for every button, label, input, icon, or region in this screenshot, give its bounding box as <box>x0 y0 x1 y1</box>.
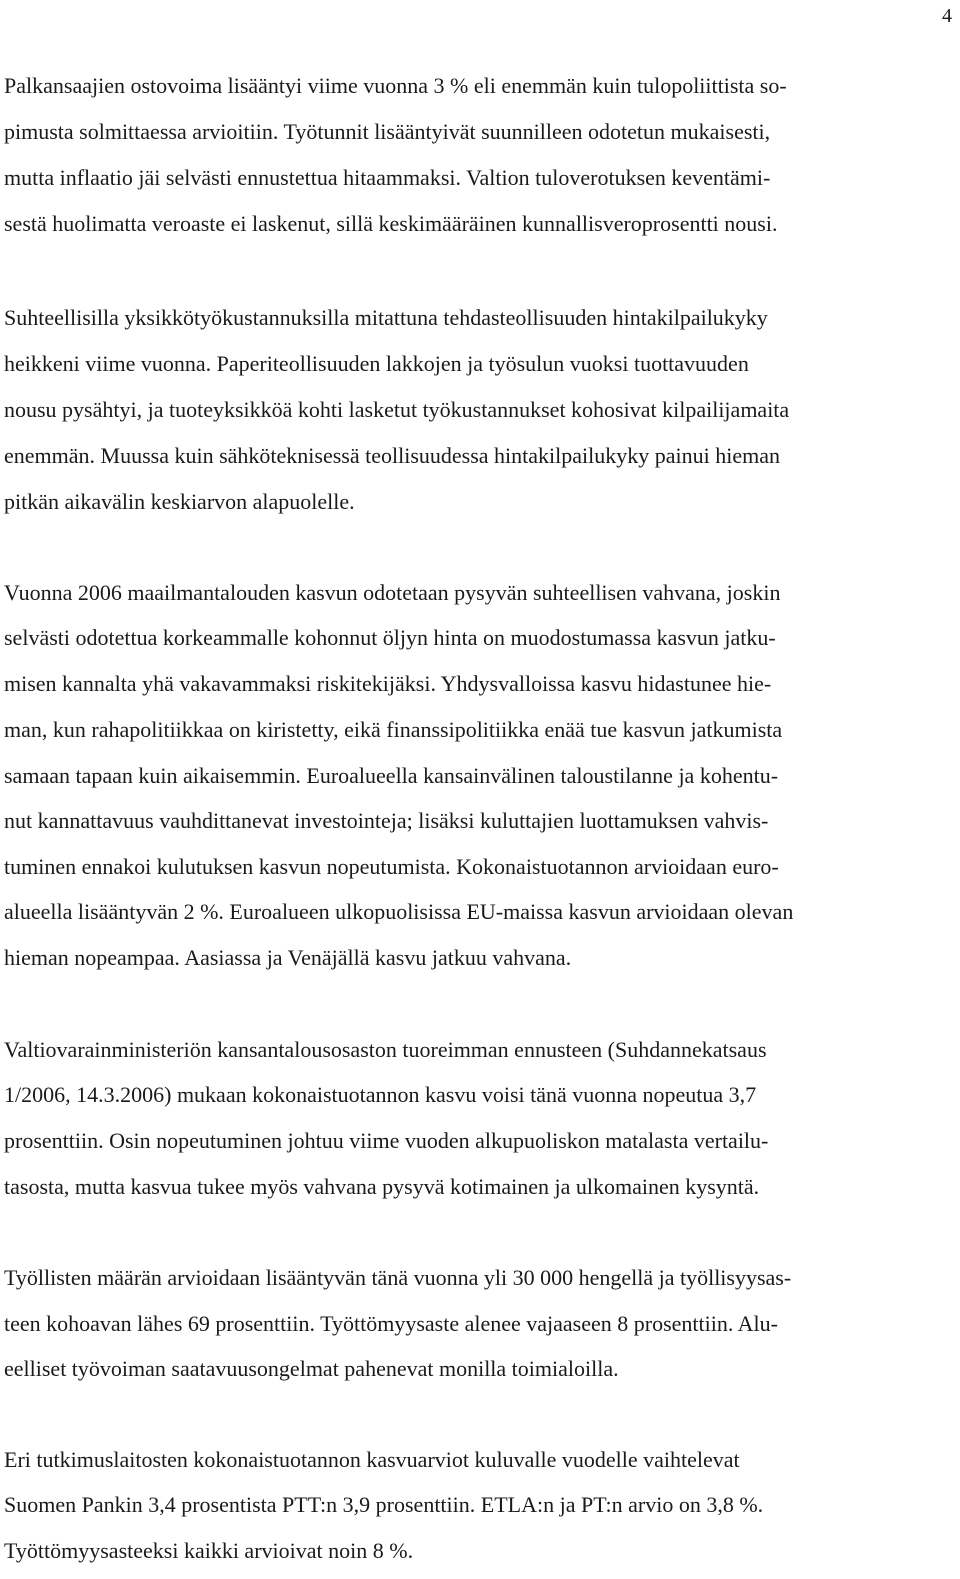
text-line: enemmän. Muussa kuin sähköteknisessä teollisuudessa hintakilpailukyky painui hieman <box>4 443 780 468</box>
text-line: 1/2006, 14.3.2006) mukaan kokonaistuotannon kasvu voisi tänä vuonna nopeutua 3,7 <box>4 1082 757 1107</box>
text-line: Suomen Pankin 3,4 prosentista PTT:n 3,9 prosenttiin. ETLA:n ja PT:n arvio on 3,8 %. <box>4 1492 764 1517</box>
text-line: man, kun rahapolitiikkaa on kiristetty, eikä finanssipolitiikka enää tue kasvun jatkumista <box>4 717 783 742</box>
text-line: selvästi odotettua korkeammalle kohonnut öljyn hinta on muodostumassa kasvun jatku- <box>4 625 776 650</box>
text-line: hieman nopeampaa. Aasiassa ja Venäjällä kasvu jatkuu vahvana. <box>4 945 572 970</box>
text-line: teen kohoavan lähes 69 prosenttiin. Työttömyysaste alenee vajaaseen 8 prosenttiin. Alu- <box>4 1311 778 1336</box>
text-line: tasosta, mutta kasvua tukee myös vahvana pysyvä kotimainen ja ulkomainen kysyntä. <box>4 1174 760 1199</box>
text-line: Vuonna 2006 maailmantalouden kasvun odotetaan pysyvän suhteellisen vahvana, joskin <box>4 580 781 605</box>
text-line: sestä huolimatta veroaste ei laskenut, sillä keskimääräinen kunnallisveroprosentti nousi. <box>4 211 778 236</box>
text-line: mutta inflaatio jäi selvästi ennustettua hitaammaksi. Valtion tuloverotuksen keventämi- <box>4 165 771 190</box>
text-line: nut kannattavuus vauhdittanevat investointeja; lisäksi kuluttajien luottamuksen vahvis- <box>4 808 769 833</box>
text-line: pitkän aikavälin keskiarvon alapuolelle. <box>4 489 355 514</box>
text-line: prosenttiin. Osin nopeutuminen johtuu viime vuoden alkupuoliskon matalasta vertailu- <box>4 1128 769 1153</box>
text-line: eelliset työvoiman saatavuusongelmat pahenevat monilla toimialoilla. <box>4 1356 619 1381</box>
text-line: Valtiovarainministeriön kansantalousosaston tuoreimman ennusteen (Suhdannekatsaus <box>4 1037 767 1062</box>
text-line: Työttömyysasteeksi kaikki arvioivat noin 8 %. <box>4 1538 414 1563</box>
text-line: Palkansaajien ostovoima lisääntyi viime vuonna 3 % eli enemmän kuin tulopoliittista so- <box>4 73 787 98</box>
text-line: Suhteellisilla yksikkötyökustannuksilla mitattuna tehdasteollisuuden hintakilpailukyky <box>4 305 768 330</box>
text-line: Eri tutkimuslaitosten kokonaistuotannon kasvuarviot kuluvalle vuodelle vaihtelevat <box>4 1447 740 1472</box>
text-line: tuminen ennakoi kulutuksen kasvun nopeutumista. Kokonaistuotannon arvioidaan euro- <box>4 854 779 879</box>
text-line: alueella lisääntyvän 2 %. Euroalueen ulkopuolisissa EU-maissa kasvun arvioidaan olevan <box>4 899 794 924</box>
text-line: samaan tapaan kuin aikaisemmin. Euroalueella kansainvälinen taloustilanne ja kohentu- <box>4 763 779 788</box>
text-line: misen kannalta yhä vakavammaksi riskitekijäksi. Yhdysvalloissa kasvu hidastunee hie- <box>4 671 772 696</box>
text-line: heikkeni viime vuonna. Paperiteollisuuden lakkojen ja työsulun vuoksi tuottavuuden <box>4 351 749 376</box>
text-line: pimusta solmittaessa arvioitiin. Työtunnit lisääntyivät suunnilleen odotetun mukaisesti, <box>4 119 771 144</box>
text-line: Työllisten määrän arvioidaan lisääntyvän tänä vuonna yli 30 000 hengellä ja työllisyysas- <box>4 1265 792 1290</box>
text-line: nousu pysähtyi, ja tuoteyksikköä kohti lasketut työkustannukset kohosivat kilpailijamaita <box>4 397 790 422</box>
page-number: 4 <box>942 5 952 27</box>
